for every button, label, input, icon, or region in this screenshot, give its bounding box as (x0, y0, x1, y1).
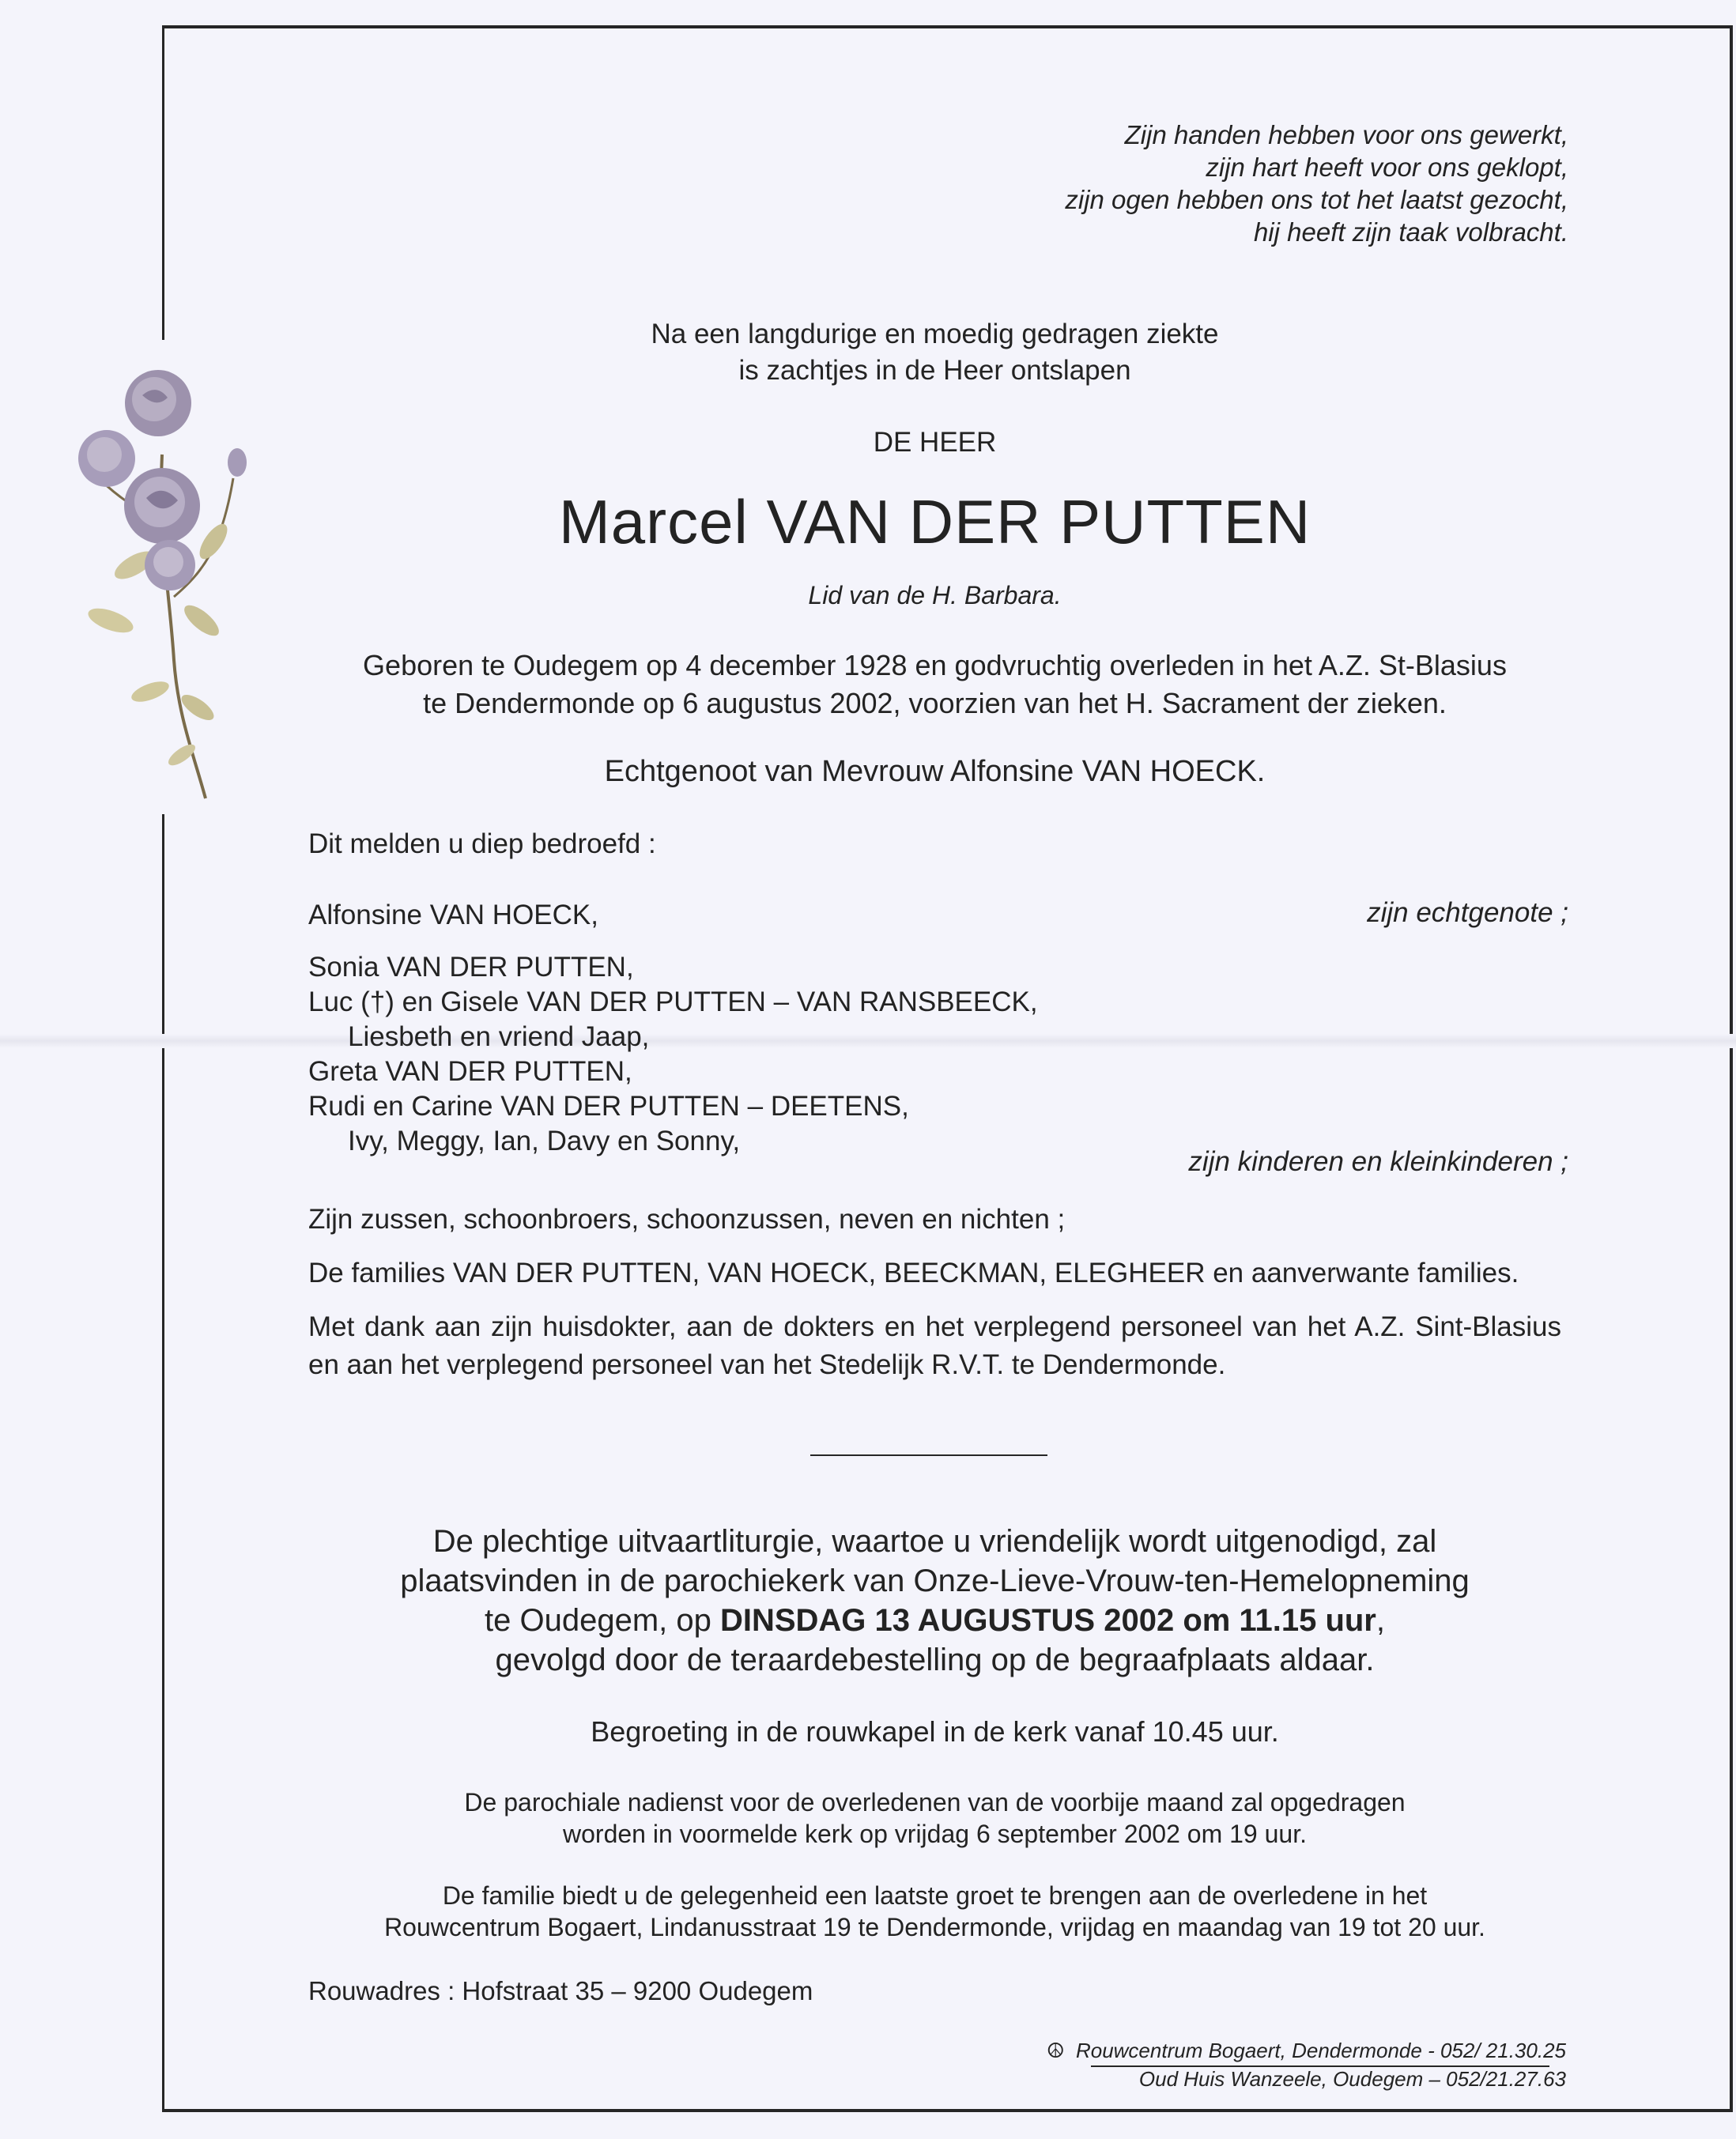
mourner-wife-role: zijn echtgenote ; (1367, 897, 1568, 928)
ceremony-info (308, 1522, 1561, 1680)
divider (810, 1454, 1047, 1456)
announce-line: Dit melden u diep bedroefd : (308, 828, 656, 859)
printer-info (1047, 2036, 1566, 2093)
ceremony-line (308, 1601, 1561, 1640)
frame-left-bottom (162, 814, 164, 2112)
mourner-siblings: Zijn zussen, schoonbroers, schoonzussen, neven en nichten ; (308, 1204, 1066, 1235)
mourner-children-role: zijn kinderen en kleinkinderen ; (1188, 1146, 1568, 1177)
mass-line: De parochiale nadienst voor de overledenen van de voorbije maand zal opgedragen (464, 1788, 1406, 1816)
ceremony-place: te Oudegem, op (485, 1603, 720, 1638)
mourner-families: De families VAN DER PUTTEN, VAN HOECK, BEECKMAN, ELEGHEER en aanverwante families. (308, 1258, 1519, 1288)
ceremony-punct: , (1376, 1603, 1385, 1638)
poem-line: Zijn handen hebben voor ons gewerkt, (1124, 120, 1568, 149)
ceremony-line: De plechtige uitvaartliturgie, waartoe u vriendelijk wordt uitgenodigd, zal (432, 1524, 1437, 1559)
mourner-child: Sonia VAN DER PUTTEN, (308, 952, 634, 983)
thanks-paragraph: Met dank aan zijn huisdokter, aan de dokters en het verplegend personeel van het A.Z. Sint-Blasius en aan het verplegend personeel van het Stedelijk R.V.T. te Dendermonde. (308, 1311, 1561, 1380)
mourner-children (308, 950, 1038, 1159)
poem-line: zijn ogen hebben ons tot het laatst gezocht, (1065, 185, 1568, 214)
mourner-grandchild: Ivy, Meggy, Ian, Davy en Sonny, (348, 1126, 741, 1156)
spouse-line: Echtgenoot van Mevrouw Alfonsine VAN HOECK. (604, 755, 1266, 788)
mass-info (308, 1786, 1561, 1850)
poem-line: hij heeft zijn taak volbracht. (1253, 217, 1568, 247)
mourner-wife: Alfonsine VAN HOECK, (308, 900, 598, 930)
mass-line: worden in voormelde kerk op vrijdag 6 september 2002 om 19 uur. (563, 1820, 1307, 1848)
ceremony-line: plaatsvinden in de parochiekerk van Onze-Lieve-Vrouw-ten-Hemelopneming (400, 1564, 1470, 1598)
birth-death-info (308, 647, 1561, 722)
printer-line1 (1047, 2036, 1566, 2065)
intro (308, 316, 1561, 389)
mourner-child: Rudi en Carine VAN DER PUTTEN – DEETENS, (308, 1091, 909, 1122)
birth-line: Geboren te Oudegem op 4 december 1928 en godvruchtig overleden in het A.Z. St-Blasius (363, 649, 1507, 681)
printer-underline (1091, 2065, 1549, 2067)
frame-bottom (162, 2109, 1733, 2112)
intro-line: Na een langdurige en moedig gedragen ziekte (651, 319, 1219, 349)
rose-illustration (63, 360, 261, 802)
printer-line2: Oud Huis Wanzeele, Oudegem – 052/21.27.63 (1138, 2067, 1566, 2091)
deceased-name: Marcel VAN DER PUTTEN (558, 487, 1311, 556)
membership: Lid van de H. Barbara. (808, 581, 1062, 609)
poem-line: zijn hart heeft voor ons geklopt, (1206, 153, 1568, 182)
ceremony-line: gevolgd door de teraardebestelling op de begraafplaats aldaar. (495, 1643, 1375, 1677)
greeting-info: Begroeting in de rouwkapel in de kerk vanaf 10.45 uur. (591, 1715, 1279, 1748)
frame-left-top (162, 25, 164, 340)
mourning-address: Rouwadres : Hofstraat 35 – 9200 Oudegem (308, 1976, 813, 2005)
birth-line: te Dendermonde op 6 augustus 2002, voorzien van het H. Sacrament der zieken. (423, 687, 1447, 719)
poem (1065, 119, 1568, 248)
family-visit-line: De familie biedt u de gelegenheid een laatste groet te brengen aan de overledene in het (442, 1881, 1428, 1910)
mourner-child: Luc (†) en Gisele VAN DER PUTTEN – VAN RANSBEECK, (308, 987, 1038, 1017)
honorific: DE HEER (873, 427, 997, 458)
mourner-child: Greta VAN DER PUTTEN, (308, 1056, 632, 1087)
frame-right (1730, 25, 1733, 2112)
family-visit-info (308, 1880, 1561, 1943)
mourner-grandchild: Liesbeth en vriend Jaap, (348, 1021, 650, 1052)
intro-line: is zachtjes in de Heer ontslapen (738, 355, 1131, 386)
ceremony-datetime: DINSDAG 13 AUGUSTUS 2002 om 11.15 uur (719, 1603, 1376, 1638)
frame-top (162, 25, 1733, 28)
peace-icon: ☮ (1046, 2039, 1065, 2062)
family-visit-line: Rouwcentrum Bogaert, Lindanusstraat 19 te Dendermonde, vrijdag en maandag van 19 tot 20 uur. (384, 1913, 1485, 1941)
printer-text: Rouwcentrum Bogaert, Dendermonde - 052/ 21.30.25 (1075, 2039, 1566, 2062)
